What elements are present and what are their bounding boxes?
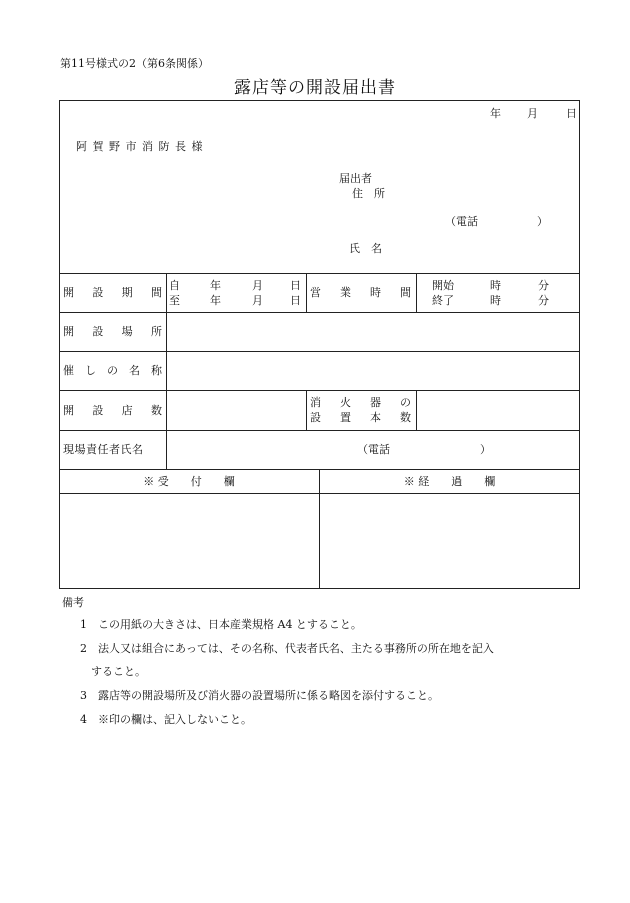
period-from-day: 日 <box>290 279 301 292</box>
period-from-month: 月 <box>252 279 263 292</box>
manager-label: 現場責任者氏名 <box>63 443 144 456</box>
period-to-day: 日 <box>290 294 301 307</box>
start-label: 開始 <box>432 279 454 292</box>
notes-title: 備考 <box>62 596 84 609</box>
applicant-address-label: 住 所 <box>352 187 385 200</box>
applicant-phone-open: （電話 <box>445 215 478 228</box>
date-month: 月 <box>527 107 538 120</box>
date-day: 日 <box>566 107 577 120</box>
note-item-1: 1 この用紙の大きさは、日本産業規格 A4 とすること。 <box>80 618 362 631</box>
reception-label: ※ 受 付 欄 <box>143 475 235 488</box>
end-hour: 時 <box>490 294 501 307</box>
period-from-prefix: 自 <box>169 279 180 292</box>
applicant-phone-close: ） <box>537 215 548 228</box>
extinguisher-label-line1: 消 火 器 の <box>310 396 411 409</box>
period-to-month: 月 <box>252 294 263 307</box>
note-item-2: 2 法人又は組合にあっては、その名称、代表者氏名、主たる事務所の所在地を記入 <box>80 642 494 655</box>
event-name-label: 催 し の 名 称 <box>63 364 162 377</box>
note-item-4: 4 ※印の欄は、記入しないこと。 <box>80 713 252 726</box>
reception-area[interactable] <box>60 494 319 588</box>
progress-area[interactable] <box>320 494 579 588</box>
end-label: 終了 <box>432 294 454 307</box>
business-hours-label: 営 業 時 間 <box>310 286 411 299</box>
period-to-prefix: 至 <box>169 294 180 307</box>
period-from-year: 年 <box>210 279 221 292</box>
start-hour: 時 <box>490 279 501 292</box>
date-year: 年 <box>490 107 501 120</box>
store-count-label: 開 設 店 数 <box>63 404 162 417</box>
start-minute: 分 <box>538 279 549 292</box>
progress-label: ※ 経 過 欄 <box>403 475 496 488</box>
period-to-year: 年 <box>210 294 221 307</box>
addressee: 阿 賀 野 市 消 防 長 様 <box>76 140 204 153</box>
note-item-2-continued: すること。 <box>80 665 146 678</box>
manager-phone-close: ） <box>480 443 491 456</box>
extinguisher-label-line2: 設 置 本 数 <box>310 411 411 424</box>
note-item-3: 3 露店等の開設場所及び消火器の設置場所に係る略図を添付すること。 <box>80 689 439 702</box>
page-title: 露店等の開設届出書 <box>234 78 396 98</box>
location-label: 開 設 場 所 <box>63 325 162 338</box>
end-minute: 分 <box>538 294 549 307</box>
manager-phone-open: （電話 <box>357 443 390 456</box>
form-number: 第11号様式の2（第6条関係） <box>60 57 209 70</box>
period-label: 開 設 期 間 <box>63 286 162 299</box>
applicant-name-label: 氏 名 <box>349 242 382 255</box>
applicant-label: 届出者 <box>339 172 372 185</box>
